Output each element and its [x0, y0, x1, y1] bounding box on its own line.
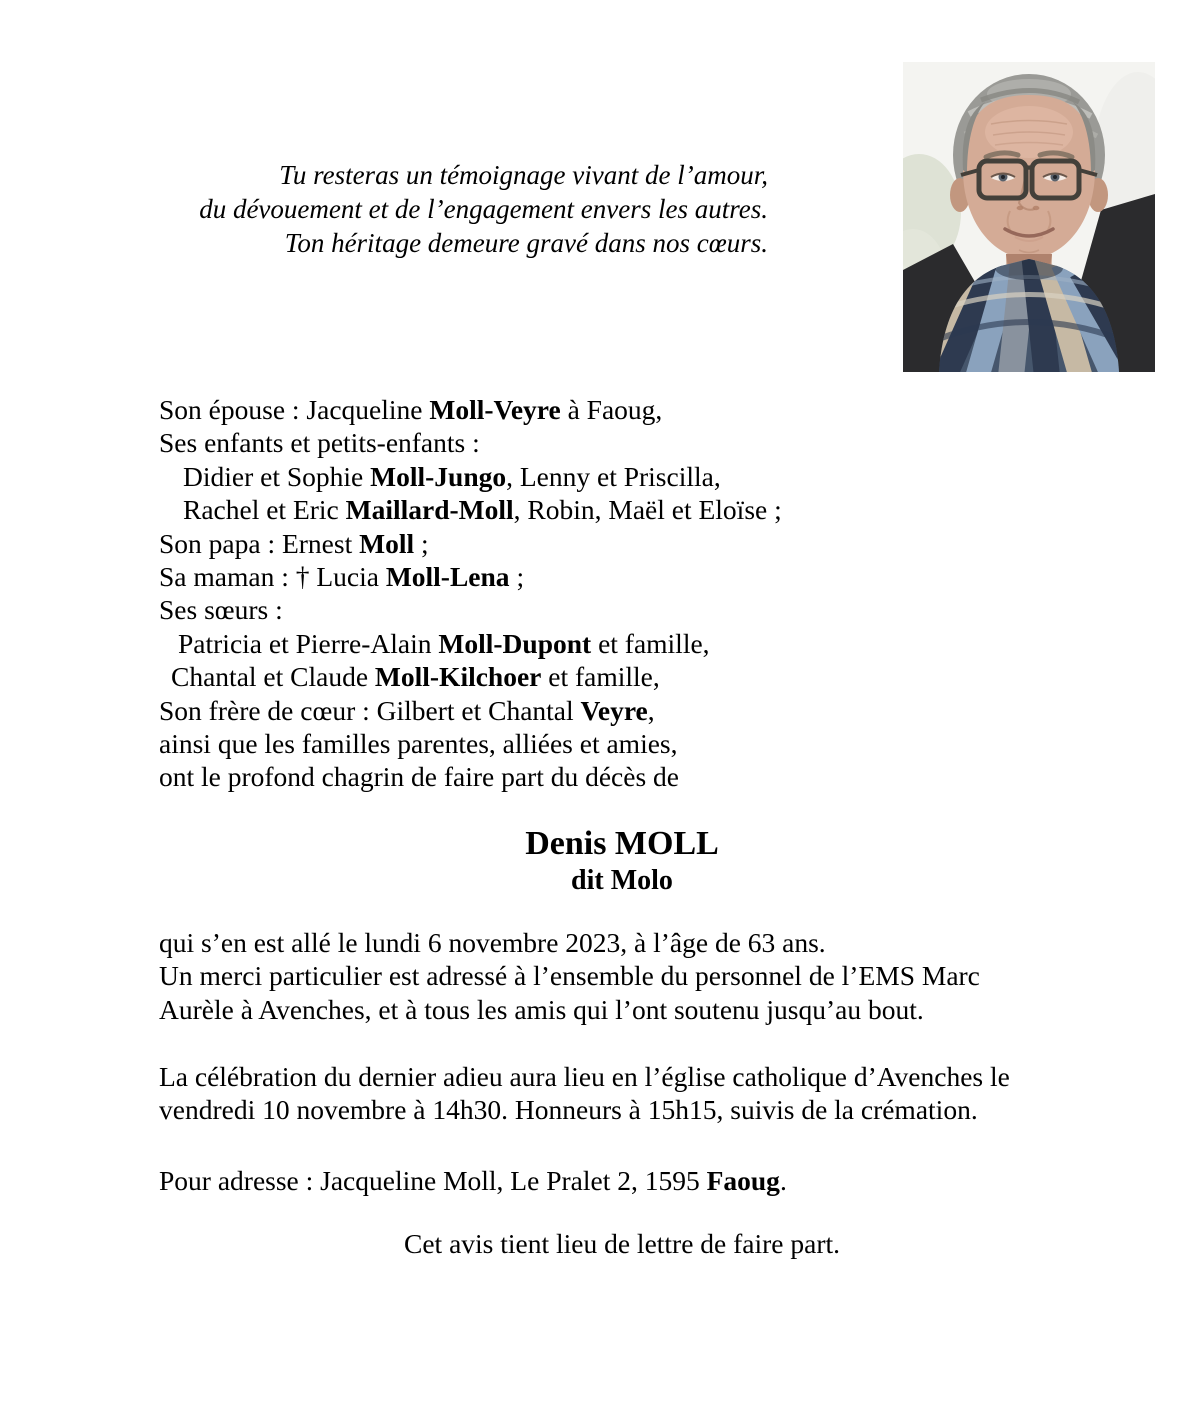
text-line: Un merci particulier est adressé à l’ensemble du personnel de l’EMS Marc: [159, 960, 980, 992]
paragraph-1: [159, 926, 980, 1026]
text-line: Chantal et Claude Moll-Kilchoer et famille,: [171, 661, 660, 693]
text-line: Ses enfants et petits-enfants :: [159, 427, 480, 459]
deceased-name: Denis MOLL: [525, 825, 719, 862]
text-line: Aurèle à Avenches, et à tous les amis qui l’ont soutenu jusqu’au bout.: [159, 993, 924, 1025]
text-line: Didier et Sophie Moll-Jungo, Lenny et Priscilla,: [183, 460, 721, 492]
deceased-name-block: [150, 824, 1094, 897]
text-line: Son papa : Ernest Moll ;: [159, 527, 429, 559]
paragraph-2: [159, 1060, 1010, 1127]
text-line: Pour adresse : Jacqueline Moll, Le Pralet 2, 1595 Faoug.: [159, 1165, 787, 1196]
text-line: ont le profond chagrin de faire part du décès de: [159, 761, 679, 793]
text-line: ainsi que les familles parentes, alliées et amies,: [159, 728, 678, 760]
closing-line: Cet avis tient lieu de lettre de faire part.: [404, 1228, 840, 1259]
text-line: vendredi 10 novembre à 14h30. Honneurs à 15h15, suivis de la crémation.: [159, 1094, 978, 1126]
epigraph: [199, 158, 768, 260]
text-line: Patricia et Pierre-Alain Moll-Dupont et famille,: [178, 627, 710, 659]
family-list: [159, 393, 782, 794]
text-line: Tu resteras un témoignage vivant de l’amour,: [279, 160, 768, 190]
text-line: Rachel et Eric Maillard-Moll, Robin, Maël et Eloïse ;: [183, 494, 782, 526]
text-line: La célébration du dernier adieu aura lieu en l’église catholique d’Avenches le: [159, 1061, 1010, 1092]
text-line: Ses sœurs :: [159, 594, 283, 626]
portrait-photo: [903, 62, 1155, 372]
text-line: Ton héritage demeure gravé dans nos cœurs.: [284, 228, 768, 258]
text-line: du dévouement et de l’engagement envers les autres.: [199, 194, 768, 224]
portrait-photo-image: [903, 62, 1155, 372]
text-line: Son frère de cœur : Gilbert et Chantal Veyre,: [159, 694, 655, 726]
deceased-alias: dit Molo: [571, 865, 673, 896]
text-line: qui s’en est allé le lundi 6 novembre 2023, à l’âge de 63 ans.: [159, 927, 826, 958]
text-line: Sa maman : † Lucia Moll-Lena ;: [159, 561, 525, 593]
text-line: Son épouse : Jacqueline Moll-Veyre à Faoug,: [159, 394, 663, 425]
address-line: [159, 1164, 787, 1197]
